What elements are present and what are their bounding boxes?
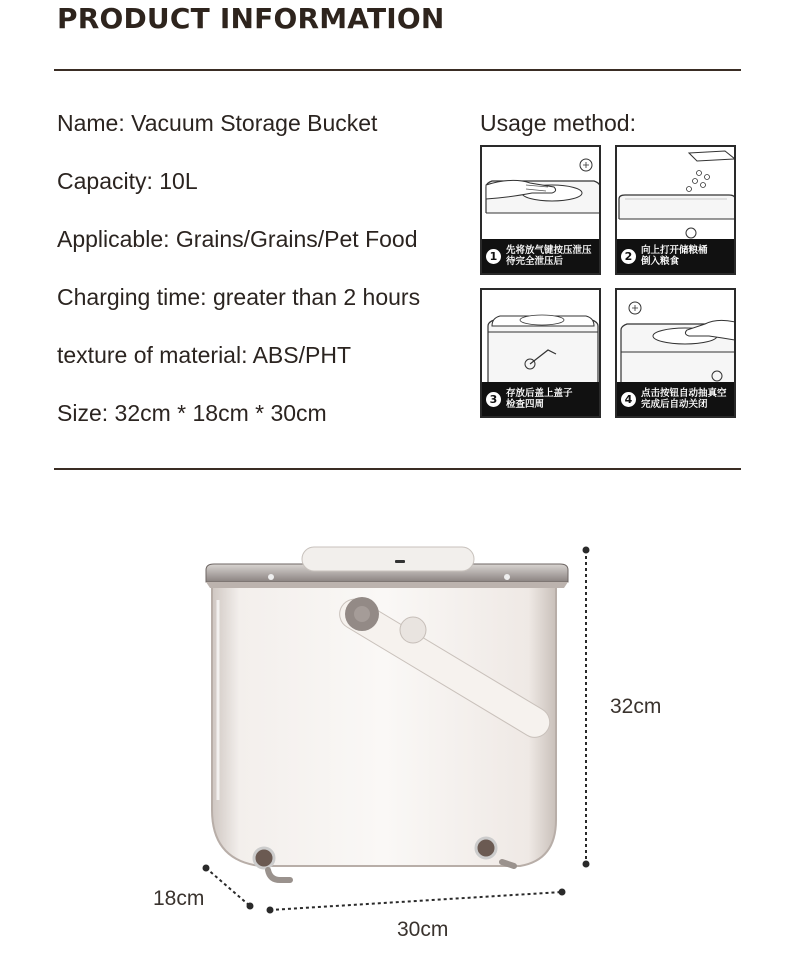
step-text-line1: 先将放气键按压泄压 [506, 245, 592, 256]
step-number: 2 [621, 249, 636, 264]
spec-name: Name: Vacuum Storage Bucket [57, 110, 378, 136]
step-text-line1: 存放后盖上盖子 [506, 388, 573, 399]
step-text-line2: 完成后自动关闭 [641, 399, 708, 410]
spec-charging-time: Charging time: greater than 2 hours [57, 284, 421, 310]
spec-capacity: Capacity: 10L [57, 168, 198, 194]
press-release-illustration [482, 147, 601, 243]
step-caption [482, 239, 599, 273]
top-divider [54, 69, 741, 71]
step-caption [617, 382, 734, 416]
usage-step-1 [480, 145, 601, 275]
product-image [140, 530, 660, 930]
spec-size: Size: 32cm * 18cm * 30cm [57, 400, 327, 426]
step-number: 4 [621, 392, 636, 407]
close-lid-illustration [482, 290, 601, 386]
step-caption [482, 382, 599, 416]
usage-title: Usage method: [480, 110, 636, 136]
spec-applicable: Applicable: Grains/Grains/Pet Food [57, 226, 418, 252]
spec-list [57, 108, 420, 456]
step-text-line1: 向上打开储粮桶 [641, 245, 708, 256]
spec-material: texture of material: ABS/PHT [57, 342, 352, 368]
bottom-divider [54, 468, 741, 470]
usage-step-2 [615, 145, 736, 275]
vacuum-button-illustration [617, 290, 736, 386]
pour-food-illustration [617, 147, 736, 243]
step-text-line2: 待完全泄压后 [506, 256, 564, 267]
step-number: 3 [486, 392, 501, 407]
depth-label: 18cm [153, 887, 205, 910]
step-text-line2: 倒入粮食 [641, 256, 680, 267]
usage-step-3 [480, 288, 601, 418]
step-text-line1: 点击按钮自动抽真空 [641, 388, 727, 399]
step-text-line2: 检查四周 [506, 399, 545, 410]
page-title: PRODUCT INFORMATION [57, 2, 445, 35]
height-label: 32cm [610, 695, 662, 718]
step-caption [617, 239, 734, 273]
width-label: 30cm [397, 918, 449, 941]
usage-step-4 [615, 288, 736, 418]
step-number: 1 [486, 249, 501, 264]
